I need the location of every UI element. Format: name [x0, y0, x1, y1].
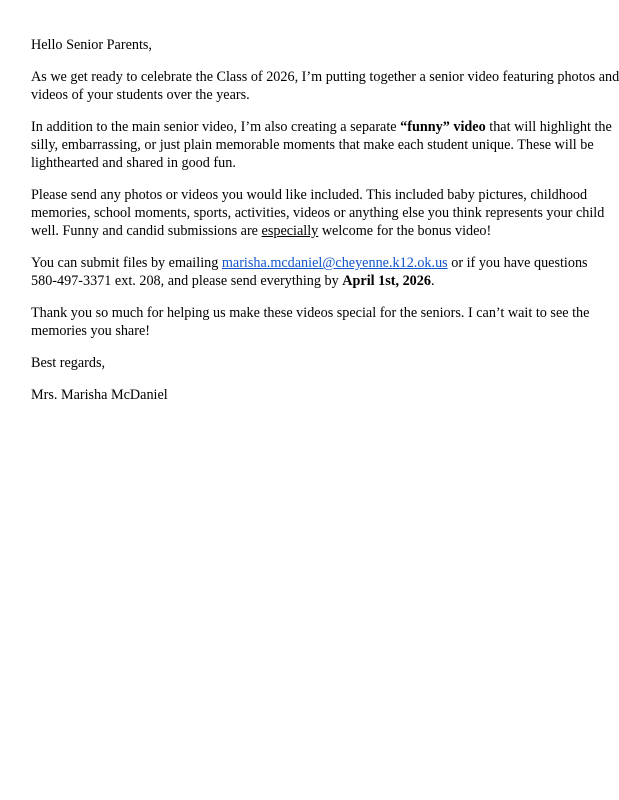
paragraph-thanks — [31, 304, 591, 340]
paragraph-contact-line-1 — [31, 254, 591, 272]
paragraph-contact — [31, 254, 591, 290]
paragraph-intro — [31, 68, 619, 104]
paragraph-funny-video-line-3: lighthearted and shared in good fun. — [31, 155, 236, 171]
paragraph-submissions — [31, 186, 605, 240]
submissions-post-text: welcome for the bonus video! — [318, 223, 492, 239]
closing — [31, 354, 591, 372]
contact-pre-text: You can submit files by emailing — [31, 255, 222, 271]
paragraph-funny-video — [31, 118, 612, 172]
paragraph-contact-line-2 — [31, 272, 591, 290]
paragraph-submissions-line-2: memories, school moments, sports, activities, videos or anything else you think represents your child — [31, 205, 605, 221]
paragraph-submissions-line-3 — [31, 222, 591, 240]
funny-video-pre-text: In addition to the main senior video, I’m also creating a separate — [31, 119, 401, 135]
paragraph-thanks-line-2: memories you share! — [31, 323, 150, 339]
email-link[interactable]: marisha.mcdaniel@cheyenne.k12.ok.us — [221, 255, 448, 271]
contact-post-text: or if you have questions — [447, 255, 588, 271]
paragraph-submissions-line-1: Please send any photos or videos you would like included. This included baby pictures, childhood — [31, 187, 588, 203]
paragraph-intro-line-2: videos of your students over the years. — [31, 87, 250, 103]
closing-text: Best regards, — [31, 355, 106, 371]
paragraph-intro-line-1: As we get ready to celebrate the Class of 2026, I’m putting together a senior video featuring photos and — [31, 69, 619, 85]
paragraph-funny-video-line-2: silly, embarrassing, or just plain memorable moments that make each student unique. These will be — [31, 137, 594, 153]
letter-body — [31, 36, 619, 418]
submissions-pre-text: well. Funny and candid submissions are — [31, 223, 262, 239]
signature-text: Mrs. Marisha McDaniel — [31, 387, 168, 403]
deadline-period: . — [430, 273, 435, 289]
signature — [31, 386, 591, 404]
phone-deadline-text: 580-497-3371 ext. 208, and please send everything by — [31, 273, 343, 289]
greeting-text: Hello Senior Parents, — [31, 37, 152, 53]
paragraph-funny-video-line-1 — [31, 118, 612, 136]
paragraph-thanks-line-1: Thank you so much for helping us make these videos special for the seniors. I can’t wait to see the — [31, 305, 590, 321]
especially-underlined-text: especially — [261, 223, 319, 239]
funny-video-post-text: that will highlight the — [485, 119, 612, 135]
deadline-date: April 1st, 2026 — [342, 273, 431, 289]
greeting — [31, 36, 591, 54]
funny-video-bold-text: “funny” video — [400, 119, 486, 135]
